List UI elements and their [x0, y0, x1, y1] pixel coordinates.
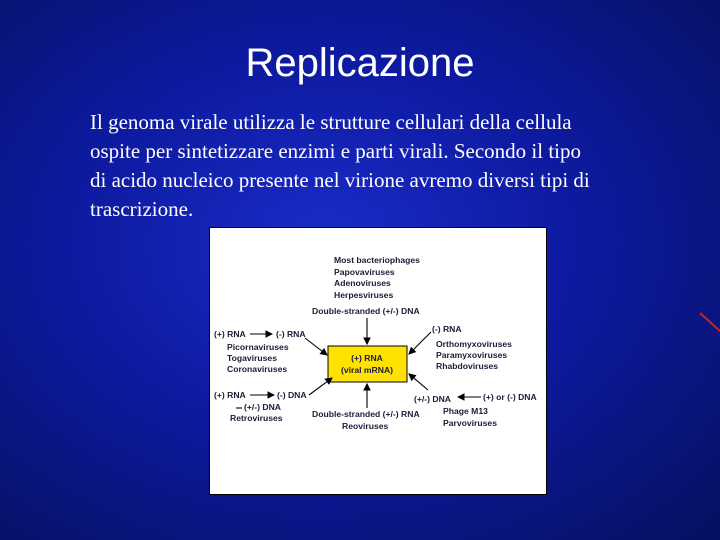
- diagram-svg: [210, 228, 546, 494]
- arrow-left-bottom-2: [309, 378, 332, 395]
- bottom-group: Reoviruses: [342, 421, 389, 431]
- right-bottom-group-1: Phage M13: [443, 406, 488, 416]
- body-line: Il genoma virale utilizza le strutture cellulari della cellula: [90, 110, 572, 134]
- center-box: [328, 346, 407, 382]
- left-bottom-source: (+) RNA: [214, 390, 246, 400]
- body-line: ospite per sintetizzare enzimi e parti virali. Secondo il tipo: [90, 139, 582, 163]
- top-group-2: Papovaviruses: [334, 267, 395, 277]
- top-genome-label: Double-stranded (+/-) DNA: [312, 306, 420, 316]
- arrow-right-top: [409, 332, 431, 354]
- top-group-4: Herpesviruses: [334, 290, 394, 300]
- top-group-1: Most bacteriophages: [334, 255, 420, 265]
- left-top-source: (+) RNA: [214, 329, 246, 339]
- top-group-3: Adenoviruses: [334, 278, 391, 288]
- left-top-group-3: Coronaviruses: [227, 364, 288, 374]
- left-bottom-intermediate-2: (+/-) DNA: [244, 402, 281, 412]
- body-line: di acido nucleico presente nel virione avremo diversi tipi di: [90, 168, 590, 192]
- center-label-1: (+) RNA: [351, 353, 383, 363]
- body-text: [90, 108, 680, 224]
- bottom-genome-label: Double-stranded (+/-) RNA: [312, 409, 420, 419]
- right-bottom-group-2: Parvoviruses: [443, 418, 497, 428]
- right-bottom-source: (+) or (-) DNA: [483, 392, 537, 402]
- arrow-right-bottom-1: [409, 374, 428, 390]
- decorative-line: [699, 312, 720, 334]
- right-top-genome: (-) RNA: [432, 324, 462, 334]
- body-line: trascrizione.: [90, 197, 194, 221]
- arrow-left-top-2: [305, 338, 327, 355]
- left-top-intermediate: (-) RNA: [276, 329, 306, 339]
- center-label-2: (viral mRNA): [340, 365, 394, 375]
- left-top-group-1: Picornaviruses: [227, 342, 289, 352]
- right-bottom-intermediate: (+/-) DNA: [414, 394, 451, 404]
- left-top-group-2: Togaviruses: [227, 353, 277, 363]
- right-top-group-2: Paramyxoviruses: [436, 350, 508, 360]
- slide-title: Replicazione: [245, 41, 475, 85]
- baltimore-diagram: [209, 227, 547, 495]
- right-top-group-1: Orthomyxoviruses: [436, 339, 512, 349]
- right-top-group-3: Rhabdoviruses: [436, 361, 499, 371]
- left-bottom-group: Retroviruses: [230, 413, 283, 423]
- left-bottom-intermediate-1: (-) DNA: [277, 390, 307, 400]
